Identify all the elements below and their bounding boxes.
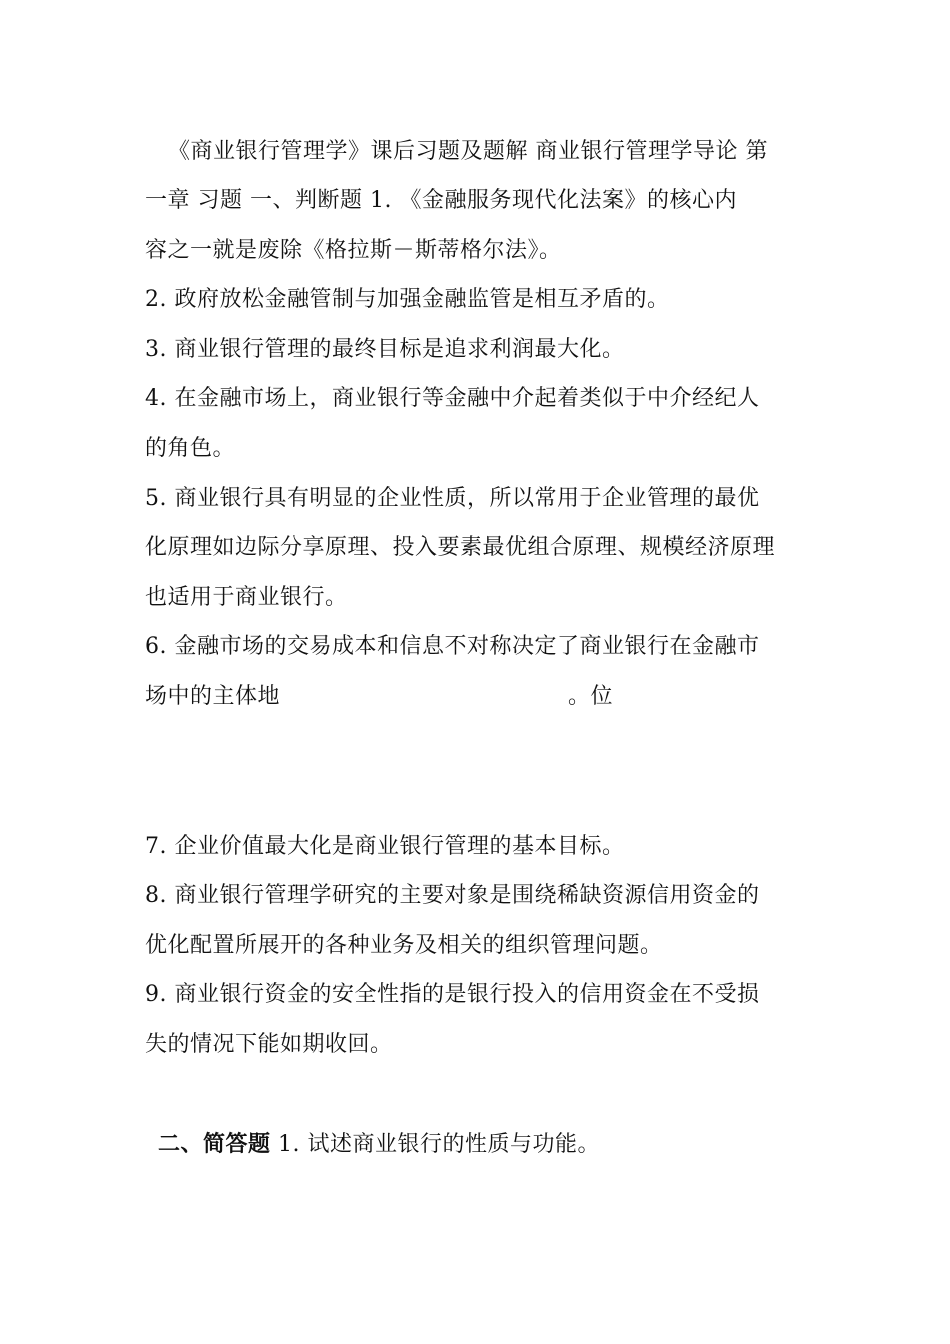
question-5: 5. 商业银行具有明显的企业性质，所以常用于企业管理的最优	[145, 486, 760, 511]
section-2-heading: 二、简答题	[158, 1131, 271, 1157]
question-5-cont: 也适用于商业银行。	[145, 585, 348, 610]
question-4-cont: 的角色。	[145, 436, 236, 461]
question-3: 3. 商业银行管理的最终目标是追求利润最大化。	[145, 337, 625, 362]
text-line: 容之一就是废除《格拉斯－斯蒂格尔法》。	[145, 238, 562, 263]
question-8: 8. 商业银行管理学研究的主要对象是围绕稀缺资源信用资金的	[145, 883, 760, 908]
question-4: 4. 在金融市场上，商业银行等金融中介起着类似于中介经纪人	[145, 386, 760, 411]
question-9: 9. 商业银行资金的安全性指的是银行投入的信用资金在不受损	[145, 982, 760, 1007]
question-6: 6. 金融市场的交易成本和信息不对称决定了商业银行在金融市	[145, 634, 760, 659]
question-9-cont: 失的情况下能如期收回。	[145, 1032, 393, 1057]
section-2-question-1: 1. 试述商业银行的性质与功能。	[270, 1132, 600, 1157]
doc-title-line: 《商业银行管理学》课后习题及题解 商业银行管理学导论 第	[168, 139, 768, 164]
question-6-cont	[145, 682, 825, 712]
question-7: 7. 企业价值最大化是商业银行管理的基本目标。	[145, 834, 625, 859]
text-line: 一章 习题 一、判断题 1. 《金融服务现代化法案》的核心内	[145, 188, 737, 213]
question-8-cont: 优化配置所展开的各种业务及相关的组织管理问题。	[145, 933, 663, 958]
question-5-cont: 化原理如边际分享原理、投入要素最优组合原理、规模经济原理	[145, 535, 776, 560]
section-2-line	[158, 1129, 838, 1160]
question-6-text: 场中的主体地	[145, 684, 281, 709]
question-2: 2. 政府放松金融管制与加强金融监管是相互矛盾的。	[145, 287, 670, 312]
question-6-end: 。位	[568, 684, 614, 709]
